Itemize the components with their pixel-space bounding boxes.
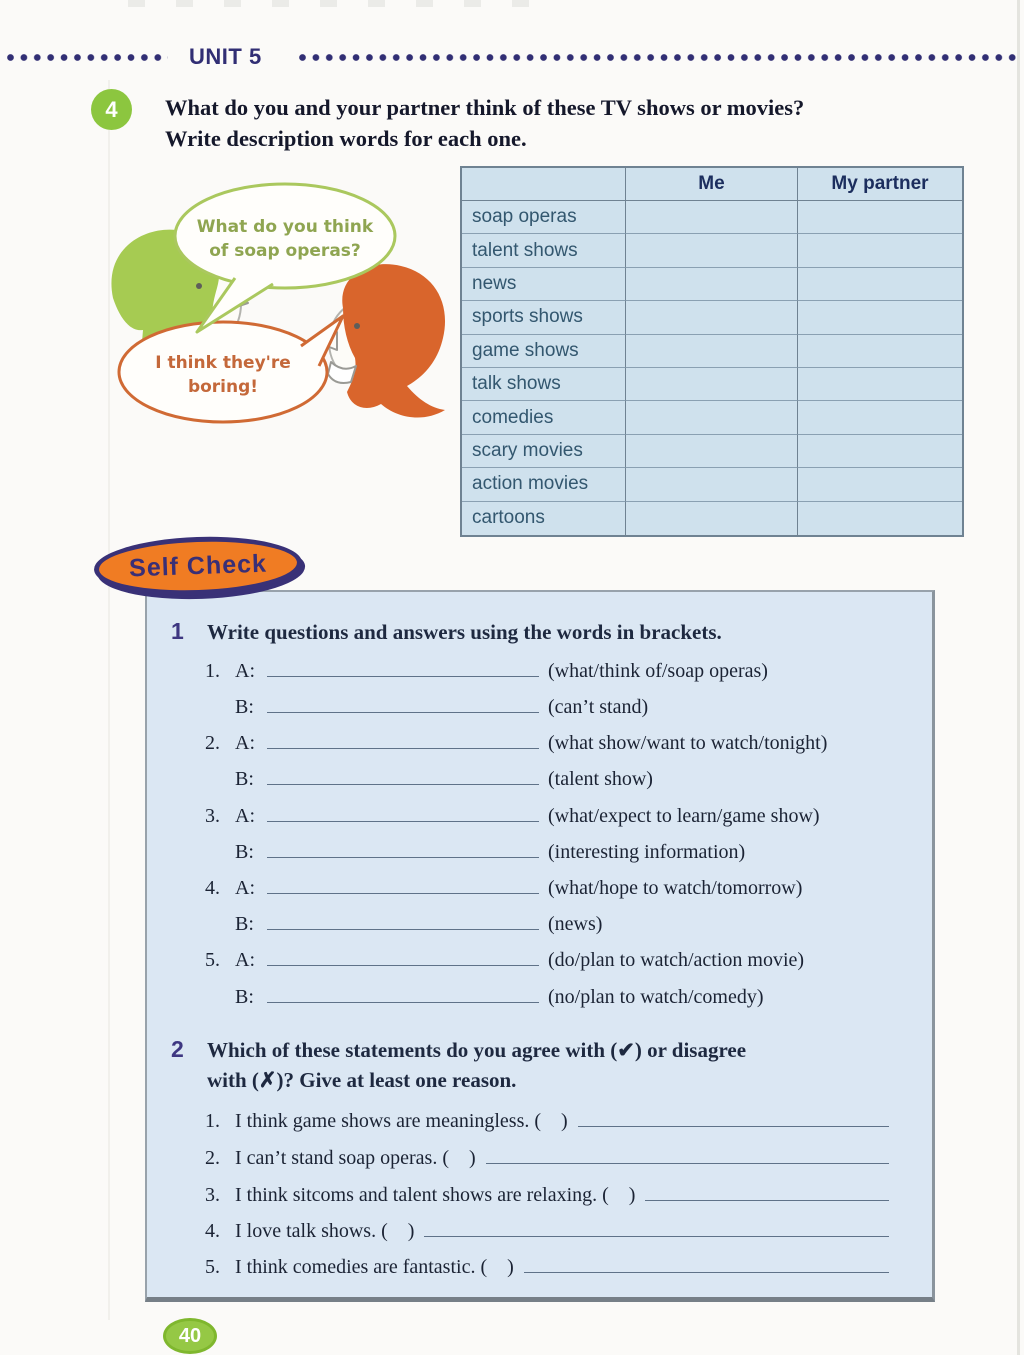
item-number: 1.	[205, 660, 220, 682]
self-check-panel	[145, 590, 935, 1302]
answer-blank	[267, 729, 539, 749]
exercise-line	[205, 765, 915, 791]
green-bubble-line1: What do you think	[196, 217, 374, 237]
bracket-hint: (no/plan to watch/comedy)	[548, 986, 764, 1008]
answer-blank	[267, 874, 539, 894]
reason-blank	[424, 1217, 889, 1237]
table-row-label: sports shows	[462, 301, 626, 334]
table-cell-me	[626, 234, 798, 267]
item-number: 5.	[205, 949, 220, 971]
table-header-empty	[462, 168, 626, 201]
orange-bubble-line2: boring!	[187, 377, 259, 397]
bracket-hint: (news)	[548, 913, 603, 935]
answer-blank	[267, 838, 539, 858]
bracket-hint: (what/hope to watch/tomorrow)	[548, 877, 803, 899]
scan-artifact	[224, 0, 241, 7]
table-cell-partner	[798, 234, 962, 267]
speaker-label: B:	[235, 768, 254, 790]
bracket-hint: (what/expect to learn/game show)	[548, 805, 820, 827]
table-cell-partner	[798, 401, 962, 434]
speaker-label: A:	[235, 805, 255, 827]
table-cell-partner	[798, 368, 962, 401]
bracket-hint: (talent show)	[548, 768, 653, 790]
scan-artifact	[368, 0, 385, 7]
orange-character	[319, 264, 445, 417]
unit-dots-left	[6, 53, 168, 62]
scan-artifact	[272, 0, 289, 7]
scan-artifact	[128, 0, 145, 7]
table-cell-me	[626, 301, 798, 334]
statement-line	[205, 1107, 911, 1133]
page-number: 40	[178, 1324, 202, 1347]
speaker-label: B:	[235, 841, 254, 863]
table-cell-me	[626, 335, 798, 368]
speaker-label: B:	[235, 696, 254, 718]
statement-line	[205, 1144, 911, 1170]
section1-title: Write questions and answers using the words in brackets.	[207, 620, 722, 644]
answer-blank	[267, 802, 539, 822]
section2-number: 2	[171, 1036, 184, 1062]
scan-artifact	[320, 0, 337, 7]
exercise-line	[205, 983, 915, 1009]
exercise-line	[205, 838, 915, 864]
bracket-hint: (what show/want to watch/tonight)	[548, 732, 828, 754]
table-cell-me	[626, 435, 798, 468]
bracket-hint: (what/think of/soap operas)	[548, 660, 768, 682]
statement-line	[205, 1181, 911, 1207]
scan-artifact	[512, 0, 529, 7]
item-number: 2.	[205, 1147, 220, 1169]
exercise-line	[205, 657, 915, 683]
table-row-label: comedies	[462, 401, 626, 434]
table-cell-partner	[798, 268, 962, 301]
statement-text: I think sitcoms and talent shows are relaxing. ( )	[235, 1184, 636, 1206]
reason-blank	[486, 1144, 889, 1164]
table-row-label: action movies	[462, 468, 626, 501]
reason-blank	[645, 1181, 889, 1201]
answer-blank	[267, 910, 539, 930]
exercise-line	[205, 693, 915, 719]
item-number: 2.	[205, 732, 220, 754]
answer-blank	[267, 657, 539, 677]
table-cell-partner	[798, 502, 962, 535]
table-cell-me	[626, 368, 798, 401]
table-cell-partner	[798, 335, 962, 368]
speaker-label: A:	[235, 949, 255, 971]
answer-blank	[267, 765, 539, 785]
item-number: 3.	[205, 1184, 220, 1206]
item-number: 4.	[205, 1220, 220, 1242]
section2-title-line1: Which of these statements do you agree with (✔) or disagree	[207, 1038, 747, 1062]
exercise-line	[205, 910, 915, 936]
task4-number-badge	[91, 89, 132, 130]
exercise-line	[205, 946, 915, 972]
table-cell-me	[626, 268, 798, 301]
cartoon-illustration	[85, 180, 465, 435]
scan-artifact	[464, 0, 481, 7]
unit-dots-right	[298, 53, 1016, 62]
speaker-label: B:	[235, 986, 254, 1008]
table-cell-partner	[798, 468, 962, 501]
task4-instruction	[165, 92, 945, 154]
scan-artifact	[416, 0, 433, 7]
statement-line	[205, 1253, 911, 1279]
statement-text: I can’t stand soap operas. ( )	[235, 1147, 476, 1169]
speaker-label: B:	[235, 913, 254, 935]
section2-title-line2: with (✗)? Give at least one reason.	[207, 1068, 517, 1092]
table-row-label: talk shows	[462, 368, 626, 401]
table-row-label: cartoons	[462, 502, 626, 535]
scan-artifact	[176, 0, 193, 7]
tv-shows-table	[460, 166, 964, 537]
table-header-me: Me	[626, 168, 798, 201]
answer-blank	[267, 946, 539, 966]
unit-title: UNIT 5	[189, 44, 262, 69]
answer-blank	[267, 983, 539, 1003]
table-row-label: soap operas	[462, 201, 626, 234]
statement-line	[205, 1217, 911, 1243]
speaker-label: A:	[235, 877, 255, 899]
table-cell-me	[626, 502, 798, 535]
item-number: 1.	[205, 1110, 220, 1132]
bracket-hint: (do/plan to watch/action movie)	[548, 949, 805, 971]
reason-blank	[524, 1253, 889, 1273]
speaker-label: A:	[235, 732, 255, 754]
task4-number: 4	[105, 96, 118, 122]
bracket-hint: (interesting information)	[548, 841, 746, 863]
task4-instruction-line1: What do you and your partner think of these TV shows or movies?	[165, 95, 805, 120]
bracket-hint: (can’t stand)	[548, 696, 649, 718]
reason-blank	[578, 1107, 889, 1127]
task4-instruction-line2: Write description words for each one.	[165, 126, 527, 151]
speaker-label: A:	[235, 660, 255, 682]
table-row-label: talent shows	[462, 234, 626, 267]
item-number: 3.	[205, 805, 220, 827]
table-cell-partner	[798, 301, 962, 334]
self-check-badge	[93, 533, 303, 598]
exercise-line	[205, 729, 915, 755]
exercise-line	[205, 802, 915, 828]
page-number-badge	[163, 1318, 217, 1354]
section1-number: 1	[171, 618, 184, 644]
table-cell-partner	[798, 201, 962, 234]
table-row-label: news	[462, 268, 626, 301]
page-edge-shadow	[1017, 0, 1020, 1355]
item-number: 4.	[205, 877, 220, 899]
answer-blank	[267, 693, 539, 713]
statement-text: I think comedies are fantastic. ( )	[235, 1256, 514, 1278]
table-cell-me	[626, 468, 798, 501]
table-cell-partner	[798, 435, 962, 468]
table-row-label: game shows	[462, 335, 626, 368]
green-bubble-line2: of soap operas?	[209, 241, 361, 261]
exercise-line	[205, 874, 915, 900]
table-header-my-partner: My partner	[798, 168, 962, 201]
table-cell-me	[626, 201, 798, 234]
section2-title	[207, 1035, 907, 1095]
item-number: 5.	[205, 1256, 220, 1278]
table-cell-me	[626, 401, 798, 434]
self-check-badge-label: Self Check	[128, 549, 268, 582]
table-row-label: scary movies	[462, 435, 626, 468]
statement-text: I think game shows are meaningless. ( )	[235, 1110, 568, 1132]
orange-bubble-line1: I think they're	[155, 353, 291, 373]
statement-text: I love talk shows. ( )	[235, 1220, 415, 1242]
